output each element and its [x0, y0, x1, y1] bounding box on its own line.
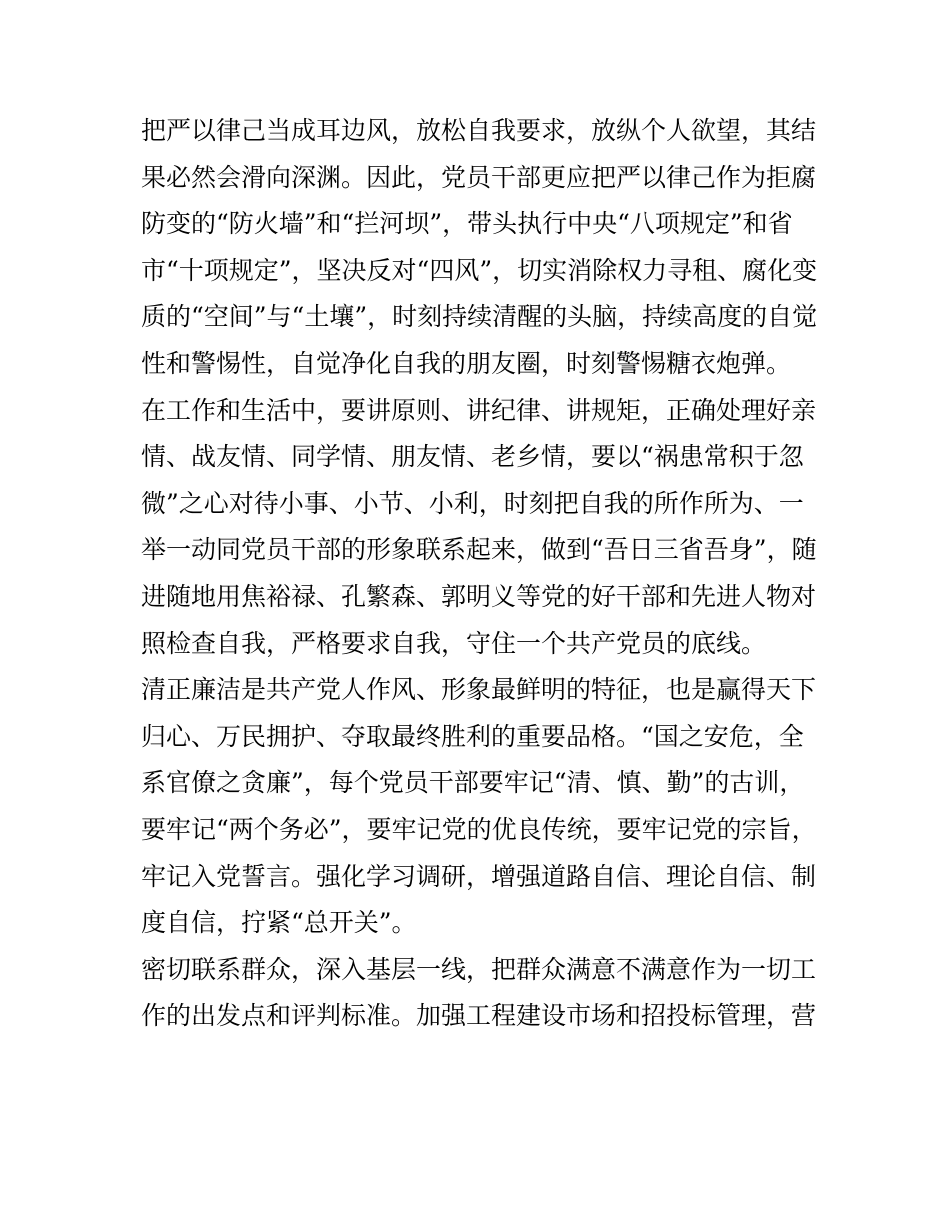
text-line: 举一动同党员干部的形象联系起来，做到“吾日三省吾身”，随 [141, 535, 817, 565]
text-line: 把严以律己当成耳边风，放松自我要求，放纵个人欲望，其结 [141, 116, 817, 145]
text-line: 防变的“防火墙”和“拦河坝”，带头执行中央“八项规定”和省 [141, 209, 793, 239]
text-line: 果必然会滑向深渊。因此，党员干部更应把严以律己作为拒腐 [141, 162, 817, 192]
text-line: 牢记入党誓言。强化学习调研，增强道路自信、理论自信、制 [141, 861, 817, 891]
text-line: 归心、万民拥护、夺取最终胜利的重要品格。“国之安危，全 [141, 721, 804, 751]
text-line: 微”之心对待小事、小节、小利，时刻把自我的所作所为、一 [141, 488, 804, 518]
text-line: 性和警惕性，自觉净化自我的朋友圈，时刻警惕糖衣炮弹。 [141, 348, 792, 378]
text-line: 要牢记“两个务必”，要牢记党的优良传统，要牢记党的宗旨， [141, 814, 817, 844]
text-line: 情、战友情、同学情、朋友情、老乡情，要以“祸患常积于忽 [141, 442, 804, 472]
text-line: 作的出发点和评判标准。加强工程建设市场和招投标管理，营 [141, 1001, 817, 1031]
text-line: 照检查自我，严格要求自我，守住一个共产党员的底线。 [141, 628, 767, 658]
text-line: 系官僚之贪廉”，每个党员干部要牢记“清、慎、勤”的古训， [141, 768, 805, 798]
document-body [141, 108, 821, 1040]
text-line: 市“十项规定”，坚决反对“四风”，切实消除权力寻租、腐化变 [141, 255, 818, 285]
text-line: 进随地用焦裕禄、孔繁森、郭明义等党的好干部和先进人物对 [141, 581, 817, 611]
text-line: 在工作和生活中，要讲原则、讲纪律、讲规矩，正确处理好亲 [141, 395, 817, 425]
text-line: 质的“空间”与“土壤”，时刻持续清醒的头脑，持续高度的自觉 [141, 302, 818, 332]
text-line: 密切联系群众，深入基层一线，把群众满意不满意作为一切工 [141, 954, 817, 984]
text-line: 清正廉洁是共产党人作风、形象最鲜明的特征，也是赢得天下 [141, 675, 817, 705]
text-line: 度自信，拧紧“总开关”。 [141, 908, 417, 938]
